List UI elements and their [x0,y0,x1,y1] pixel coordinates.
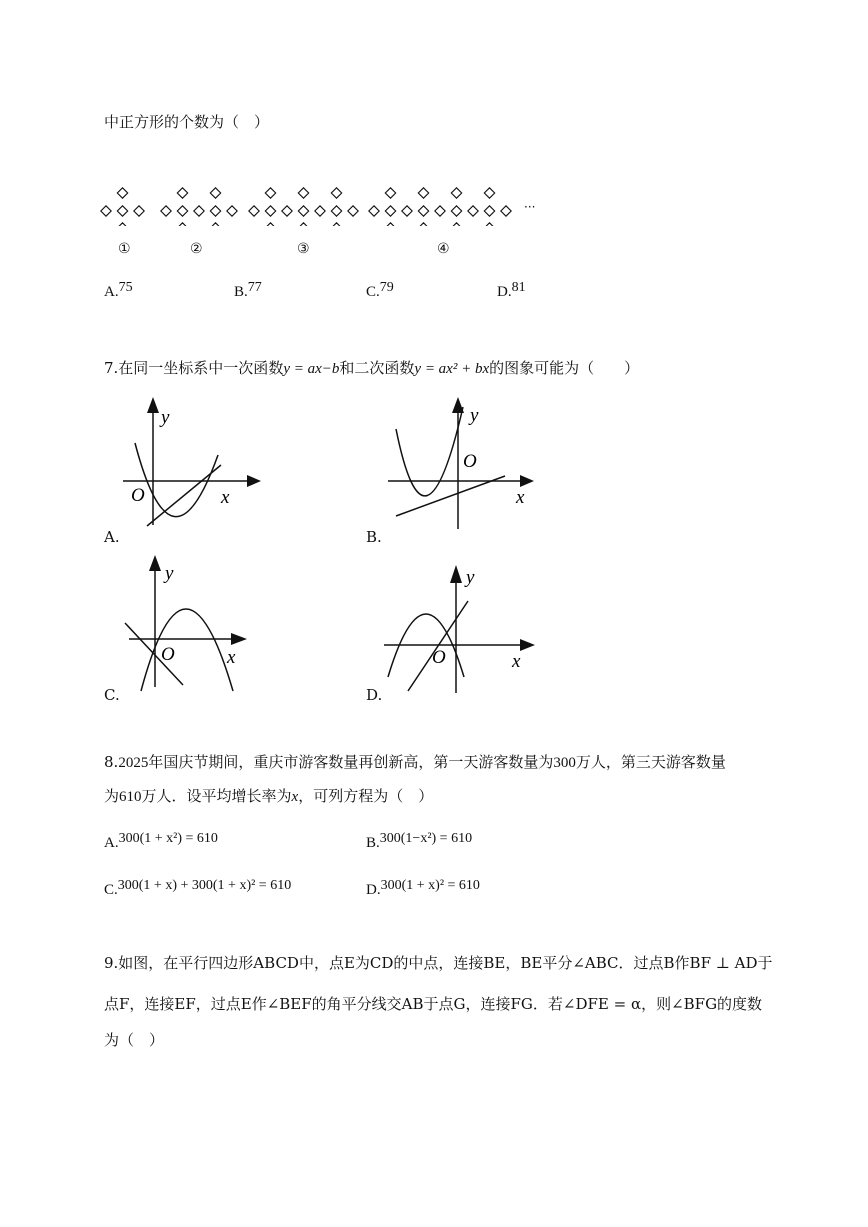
option-expr: 300(1 + x²) = 610 [118,831,218,846]
pattern-4-square [451,206,461,216]
graph-b[interactable] [380,395,540,535]
pattern-3-square [265,223,275,226]
pattern-2-square [210,206,220,216]
q6-option-c[interactable] [366,282,394,301]
q8-number: 8. [104,753,119,771]
pattern-2-square [177,188,187,198]
pattern-1-square [117,223,127,226]
axis-x-label: x [512,651,521,672]
q7-text-3: 的图象可能为（ ） [489,359,640,377]
q8-text: ，可列方程为（ ） [298,787,434,805]
option-value: 81 [511,280,526,295]
pattern-4-square [385,206,395,216]
option-label: D. [366,882,381,898]
pattern-2-square [177,206,187,216]
axis-x-label: x [227,647,236,668]
pattern-label-1: ① [118,241,131,257]
origin-label: O [432,647,446,668]
pattern-4-square [385,188,395,198]
pattern-4-square [418,223,428,226]
option-value: 77 [247,280,262,295]
origin-label: O [463,451,477,472]
pattern-1-square [117,188,127,198]
pattern-3-square [265,188,275,198]
q7-text-1: 7.在同一坐标系中一次函数 [104,359,284,377]
graph-a[interactable] [115,395,265,535]
axis-x-label: x [221,487,230,508]
pattern-3-square [298,206,308,216]
q8-text: 万人，第三天游客数量 [575,753,726,771]
pattern-label-4: ④ [437,241,450,257]
q9-stem-line-2: 点F，连接EF，过点E作∠BEF的角平分线交AB于点G，连接FG．若∠DFE = α，则∠BFG的度数 [104,995,763,1013]
pattern-4-square [468,206,478,216]
q8-option-d[interactable] [366,880,480,899]
pattern-3-square [331,206,341,216]
option-value: 75 [118,280,133,295]
graph-c[interactable] [115,553,265,693]
q7-quadratic-function: y = ax² + bx [414,361,490,377]
q6-intro: 中正方形的个数为（ ） [104,113,270,131]
axis-y-label: y [165,563,174,584]
q6-option-d[interactable] [497,282,526,301]
q8-text: 年国庆节期间，重庆市游客数量再创新高，第一天游客数量为 [148,753,554,771]
option-label: C. [366,284,380,300]
pattern-3-square [282,206,292,216]
pattern-3-square [249,206,259,216]
pattern-4-square [418,188,428,198]
q8-text: 万人．设平均增长率为 [141,787,292,805]
pattern-1-square [101,206,111,216]
axis-y-label: y [466,567,475,588]
option-value: 79 [379,280,394,295]
pattern-1-square [117,206,127,216]
pattern-2-square [227,206,237,216]
pattern-4-square [484,188,494,198]
q8-option-c[interactable] [104,880,291,899]
q8-day1-count: 300 [553,755,576,771]
q8-year: 2025 [118,755,149,771]
q8-stem-line-2 [104,786,433,807]
pattern-3-square [331,223,341,226]
pattern-label-3: ③ [297,241,310,257]
pattern-2-square [161,206,171,216]
axis-y-label: y [161,407,170,428]
pattern-4-square [418,206,428,216]
q9-stem-line-3: 为（ ） [104,1031,165,1049]
pattern-ellipsis: ··· [524,200,536,214]
axis-x-label: x [516,487,525,508]
option-label: C. [104,882,118,898]
pattern-3-square [315,206,325,216]
origin-label: O [161,644,175,665]
q8-variable: x [291,789,299,805]
q8-day3-count: 610 [119,789,142,805]
q7-stem [104,358,639,379]
pattern-3-square [265,206,275,216]
q9-stem-line-1: 9.如图，在平行四边形ABCD中，点E为CD的中点，连接BE，BE平分∠ABC．过点B作BF ⊥ AD于 [104,954,773,972]
q6-option-a[interactable] [104,282,133,301]
pattern-2-square [210,223,220,226]
pattern-1-square [134,206,144,216]
square-pattern-figure [100,186,660,226]
option-expr: 300(1−x²) = 610 [379,831,473,846]
option-label: B. [234,284,248,300]
q7-choice-b[interactable]: B. [366,528,382,546]
origin-label: O [131,485,145,506]
q8-option-b[interactable] [366,833,472,852]
axis-y-label: y [470,405,479,426]
pattern-label-2: ② [190,241,203,257]
pattern-2-square [177,223,187,226]
q8-text: 为 [104,787,120,805]
q6-option-b[interactable] [234,282,262,301]
q7-linear-function: y = ax−b [283,361,340,377]
graph-d[interactable] [380,553,540,693]
option-expr: 300(1 + x)² = 610 [380,878,480,893]
option-label: A. [104,284,119,300]
pattern-4-square [369,206,379,216]
option-label: A. [104,835,119,851]
pattern-4-square [451,223,461,226]
pattern-4-square [484,223,494,226]
pattern-3-square [331,188,341,198]
pattern-2-square [210,188,220,198]
option-label: D. [497,284,512,300]
option-expr: 300(1 + x) + 300(1 + x)² = 610 [117,878,292,893]
pattern-3-square [298,223,308,226]
pattern-4-square [484,206,494,216]
pattern-3-square [298,188,308,198]
pattern-4-square [385,223,395,226]
pattern-4-square [402,206,412,216]
pattern-4-square [435,206,445,216]
q7-choice-a[interactable]: A. [104,528,120,546]
pattern-4-square [501,206,511,216]
q7-text-2: 和二次函数 [339,359,415,377]
pattern-4-square [451,188,461,198]
q8-option-a[interactable] [104,833,218,852]
pattern-3-square [348,206,358,216]
pattern-2-square [194,206,204,216]
option-label: B. [366,835,380,851]
q7-choice-d[interactable]: D. [366,686,383,704]
q8-stem-line-1 [104,752,726,773]
q7-choice-c[interactable]: C. [104,686,120,704]
